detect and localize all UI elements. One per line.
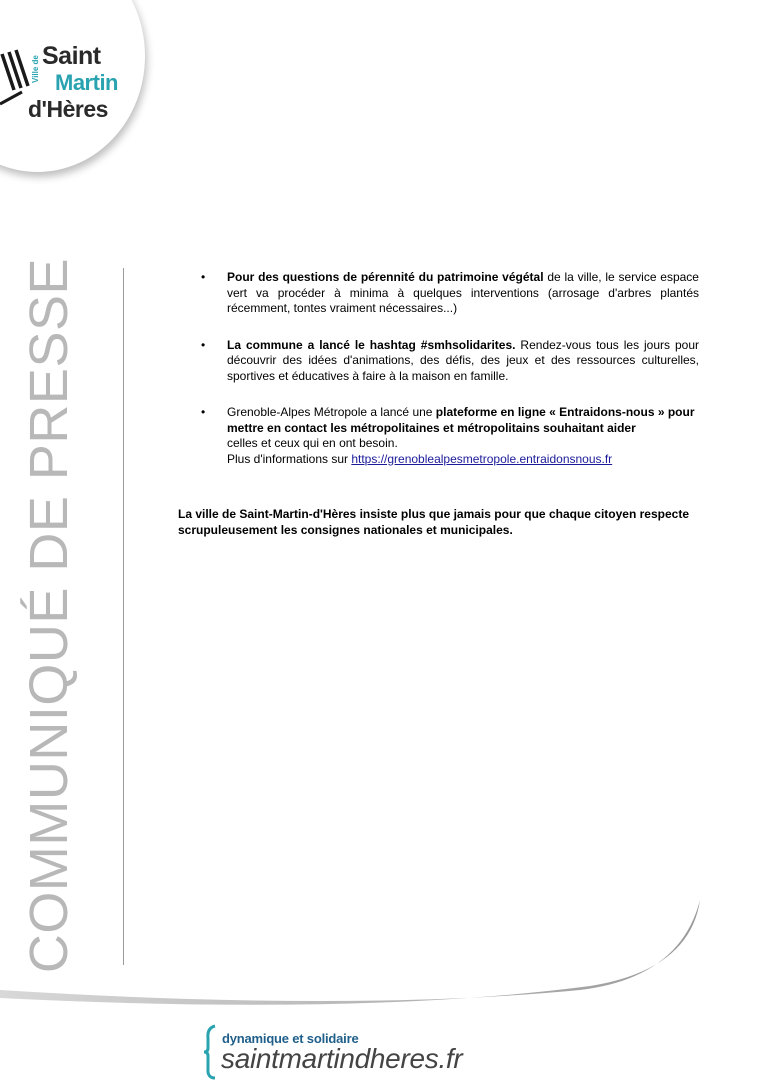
bullet-bold-text: Pour des questions de pérennité du patrimoine végétal	[227, 270, 544, 284]
info-prefix: Plus d'informations sur	[227, 451, 352, 466]
logo-saint: Saint	[42, 42, 101, 70]
bullet-icon: •	[201, 270, 206, 284]
bullet-list	[195, 270, 699, 488]
page-swoosh	[0, 840, 768, 1020]
list-item	[195, 338, 699, 385]
logo-ville-de: Ville de	[31, 55, 40, 83]
side-title-text: COMMUNIQUÉ DE PRESSE	[19, 257, 79, 974]
entraidons-link[interactable]: https://grenoblealpesmetropole.entraidonsnous.fr	[351, 451, 613, 466]
bullet-bold-text: La commune a lancé le hashtag #smhsolidarites.	[227, 337, 516, 352]
footer-brace-icon	[203, 1024, 217, 1080]
bullet-icon: •	[201, 337, 206, 352]
footer-url[interactable]: saintmartindheres.fr	[221, 1043, 463, 1074]
bullet-text: Rendez-vous tous les jours pour découvrir des idées d'animations, des défis, des jeux et des ressources culturelles, sportives et éducatives à faire à la maison en famille.	[227, 337, 699, 383]
conclusion-paragraph: La ville de Saint-Martin-d'Hères insiste plus que jamais pour que chaque citoyen respecte scrupuleusement les consignes nationales et municipales.	[178, 507, 689, 537]
list-item	[195, 270, 699, 317]
bullet-bold-text: plateforme en ligne « Entraidons-nous » pour mettre en contact les métropolitaines et métropolitains souhaitant aider	[227, 405, 695, 435]
bullet-text: Grenoble-Alpes Métropole a lancé une	[227, 405, 436, 419]
list-item	[195, 405, 699, 467]
logo-dheres: d'Hères	[28, 96, 108, 122]
logo-martin: Martin	[55, 70, 118, 95]
bullet-text: de la ville, le service espace vert va procéder à minima à quelques interventions (arrosage d'arbres plantés récemment, tontes vraiment nécessaires...)	[227, 270, 699, 315]
footer-tagline: dynamique et solidaire	[222, 1031, 359, 1046]
bullet-text: celles et ceux qui en ont besoin.	[227, 436, 398, 450]
bullet-icon: •	[201, 405, 206, 419]
